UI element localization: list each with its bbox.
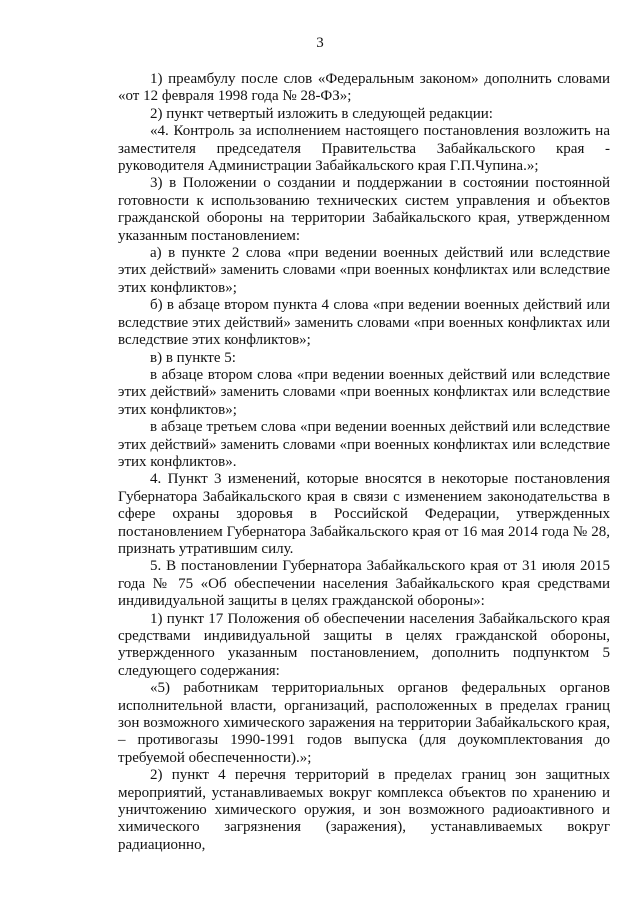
paragraph: 2) пункт четвертый изложить в следующей редакции: (150, 105, 493, 122)
paragraph: 5. В постановлении Губернатора Забайкальского края от 31 июля 2015 года № 75 «Об обеспечении населения Забайкальского края средствами индивидуальной защиты в целях гражданской обороны»: (118, 558, 610, 610)
paragraph: 1) преамбулу после слов «Федеральным законом» дополнить словами «от 12 февраля 1998 года № 28-ФЗ»; (118, 71, 610, 105)
paragraph: б) в абзаце втором пункта 4 слова «при ведении военных действий или вследствие этих действий» заменить словами «при военных конфликтах или вследствие этих конфликтов»; (118, 297, 610, 349)
paragraph: в абзаце втором слова «при ведении военных действий или вследствие этих действий» заменить словами «при военных конфликтах или вследствие этих конфликтов»; (118, 366, 610, 418)
paragraph: 3) в Положении о создании и поддержании в состоянии постоянной готовности к использованию технических систем управления и объектов гражданской обороны на территории Забайкальского края, утвержденном указанным постановлением: (118, 175, 610, 244)
paragraph: 4. Пункт 3 изменений, которые вносятся в некоторые постановления Губернатора Забайкальского края в связи с изменением законодательства в сфере охраны здоровья в Российской Федерации, утвержденных постановлением Губернатора Забайкальского края от 16 мая 2014 года № 28, признать утратившим силу. (118, 471, 610, 557)
paragraph: в абзаце третьем слова «при ведении военных действий или вследствие этих действий» заменить словами «при военных конфликтах или вследствие этих конфликтов». (118, 419, 610, 470)
paragraph: 1) пункт 17 Положения об обеспечении населения Забайкальского края средствами индивидуальной защиты в целях гражданской обороны, утвержденного указанным постановлением, дополнить подпунктом 5 следующего содержания: (118, 610, 610, 679)
paragraph: 2) пункт 4 перечня территорий в пределах границ зон защитных мероприятий, устанавливаемых вокруг комплекса объектов по хранению и уничтожению химического оружия, и зон возможного радиоактивного и химического загрязнения (заражения), устанавливаемых вокруг радиационно, (118, 767, 610, 853)
paragraph: а) в пункте 2 слова «при ведении военных действий или вследствие этих действий» заменить словами «при военных конфликтах или вследствие этих конфликтов»; (118, 245, 610, 296)
document-body (118, 71, 610, 854)
page-number: 3 (316, 35, 324, 51)
paragraph: «5) работникам территориальных органов федеральных органов исполнительной власти, организаций, расположенных в пределах границ зон возможного химического заражения на территории Забайкальского края, – противогазы 1990-1991 годов выпуска (для доукомплектования до требуемой обеспеченности).»; (118, 680, 610, 766)
paragraph: «4. Контроль за исполнением настоящего постановления возложить на заместителя председателя Правительства Забайкальского края - руководителя Администрации Забайкальского края Г.П.Чупина.»; (118, 123, 610, 175)
paragraph: в) в пункте 5: (150, 349, 236, 366)
